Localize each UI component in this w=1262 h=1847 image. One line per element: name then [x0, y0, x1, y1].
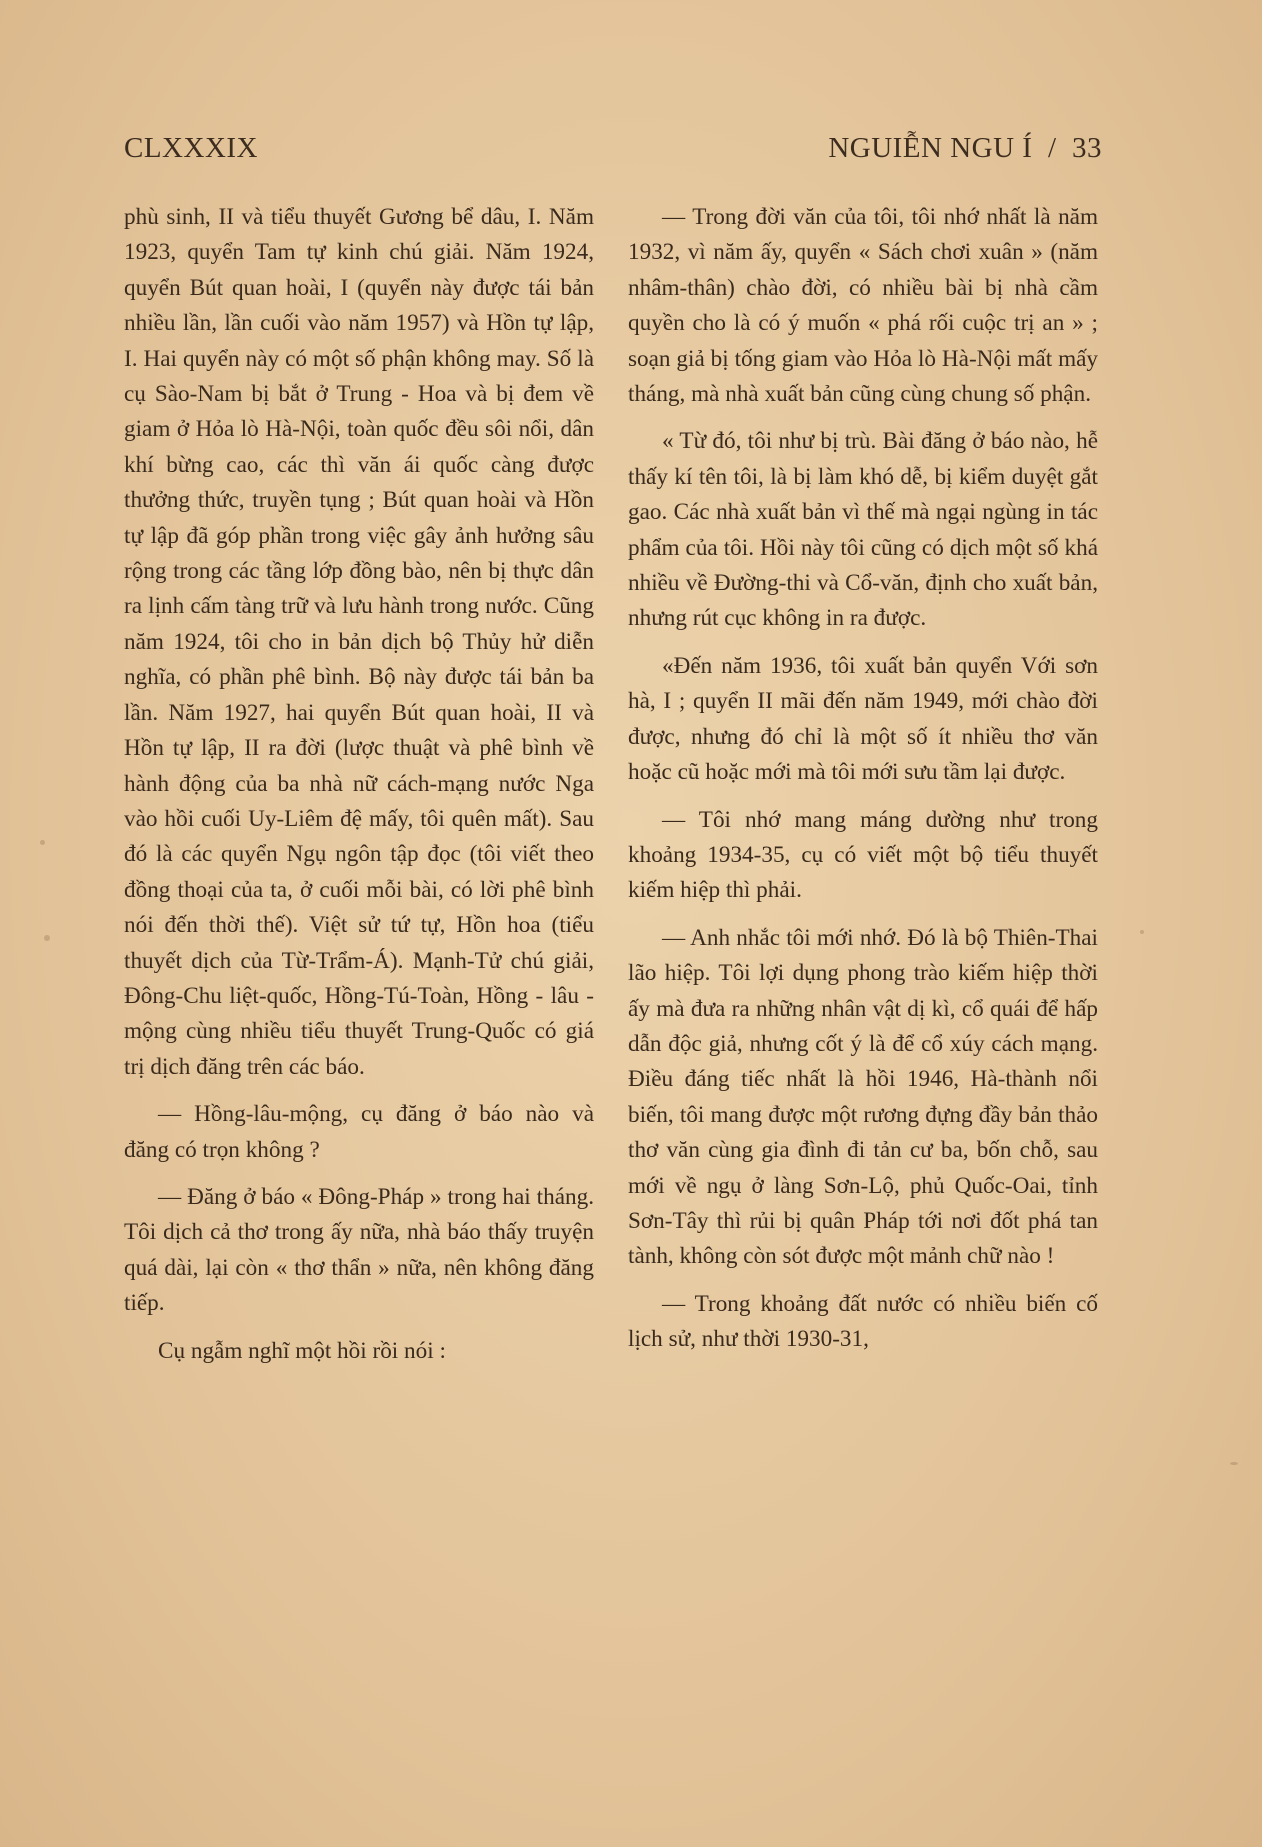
paragraph: — Trong đời văn của tôi, tôi nhớ nhất là năm 1932, vì năm ấy, quyển « Sách chơi xuân » (năm nhâm-thân) chào đời, có nhiều bài bị nhà cầm quyền cho là có ý muốn « phá rối cuộc trị an » ; soạn giả bị tống giam vào Hỏa lò Hà-Nội mất mấy tháng, mà nhà xuất bản cũng cùng chung số phận. [628, 204, 1098, 408]
paragraph: — Anh nhắc tôi mới nhớ. Đó là bộ Thiên-Thai lão hiệp. Tôi lợi dụng phong trào kiếm hiệp thời ấy mà đưa ra những nhân vật dị kì, cổ quái để hấp dẫn độc giả, nhưng cốt ý là để cổ xúy cách mạng. Điều đáng tiếc nhất là hồi 1946, Hà-thành nổi biến, tôi mang được một rương đựng đầy bản thảo thơ văn cùng gia đình đi tản cư ba, bốn chỗ, sau mới về ngụ ở làng Sơn-Lộ, phủ Quốc-Oai, tỉnh Sơn-Tây thì rủi bị quân Pháp tới nơi đốt phá tan tành, không còn sót được một mảnh chữ nào ! [628, 924, 1098, 1270]
paper-speck [1230, 1462, 1238, 1465]
running-header [124, 128, 1102, 168]
paragraph: phù sinh, II và tiểu thuyết Gương bể dâu, I. Năm 1923, quyển Tam tự kinh chú giải. Năm 1924, quyển Bút quan hoài, I (quyển này được tái bản nhiều lần, lần cuối vào năm 1957) và Hồn tự lập, I. Hai quyển này có một số phận không may. Số là cụ Sào-Nam bị bắt ở Trung - Hoa và bị đem về giam ở Hỏa lò Hà-Nội, toàn quốc đều sôi nổi, dân khí bừng cao, các thì văn ái quốc càng được thưởng thức, truyền tụng ; Bút quan hoài và Hồn tự lập đã góp phần trong việc gây ảnh hưởng sâu rộng trong các tầng lớp đồng bào, nên bị thực dân ra lịnh cấm tàng trữ và lưu hành trong nước. Cũng năm 1924, tôi cho in bản dịch bộ Thủy hử diễn nghĩa, có phần phê bình. Bộ này được tái bản ba lần. Năm 1927, hai quyển Bút quan hoài, II và Hồn tự lập, II ra đời (lược thuật và phê bình về hành động của ba nhà nữ cách-mạng nước Nga vào hồi cuối Uy-Liêm đệ mấy, tôi quên mất). Sau đó là các quyển Ngụ ngôn tập đọc (tôi viết theo đồng thoại của ta, ở cuối mỗi bài, có lời phê bình nói đến thời thế). Việt sử tứ tự, Hồn hoa (tiểu thuyết dịch của Từ-Trẩm-Á). Mạnh-Tử chú giải, Đông-Chu liệt-quốc, Hồng-Tú-Toàn, Hồng - lâu - mộng cùng nhiều tiểu thuyết Trung-Quốc có giá trị dịch đăng trên các báo. [124, 204, 594, 1080]
paper-speck [44, 935, 50, 941]
right-column [628, 200, 1098, 1358]
paragraph: — Tôi nhớ mang máng dường như trong khoảng 1934-35, cụ có viết một bộ tiểu thuyết kiếm hiệp thì phải. [628, 806, 1098, 904]
paragraph: — Hồng-lâu-mộng, cụ đăng ở báo nào và đăng có trọn không ? [124, 1101, 594, 1163]
paragraph: Cụ ngẫm nghĩ một hồi rồi nói : [158, 1337, 446, 1364]
paragraph: « Từ đó, tôi như bị trù. Bài đăng ở báo nào, hễ thấy kí tên tôi, là bị làm khó dễ, bị kiểm duyệt gắt gao. Các nhà xuất bản vì thế mà ngại ngùng in tác phẩm của tôi. Hồi này tôi cũng có dịch một số khá nhiều về Đường-thi và Cổ-văn, định cho xuất bản, nhưng rút cục không in ra được. [628, 428, 1098, 632]
left-column [124, 200, 594, 1369]
paragraph: «Đến năm 1936, tôi xuất bản quyển Với sơn hà, I ; quyển II mãi đến năm 1949, mới chào đời được, nhưng đó chỉ là một số ít nhiều thơ văn hoặc cũ hoặc mới mà tôi mới sưu tầm lại được. [628, 652, 1098, 786]
author-page-number: NGUIỄN NGU Í / 33 [828, 131, 1102, 164]
paper-speck [40, 840, 45, 845]
section-number: CLXXXIX [124, 131, 258, 164]
paragraph: — Trong khoảng đất nước có nhiều biến cố lịch sử, như thời 1930-31, [628, 1290, 1098, 1353]
paper-speck [1140, 930, 1144, 934]
paragraph: — Đăng ở báo « Đông-Pháp » trong hai tháng. Tôi dịch cả thơ trong ấy nữa, nhà báo thấy truyện quá dài, lại còn « thơ thẩn » nữa, nên không đăng tiếp. [124, 1183, 594, 1317]
